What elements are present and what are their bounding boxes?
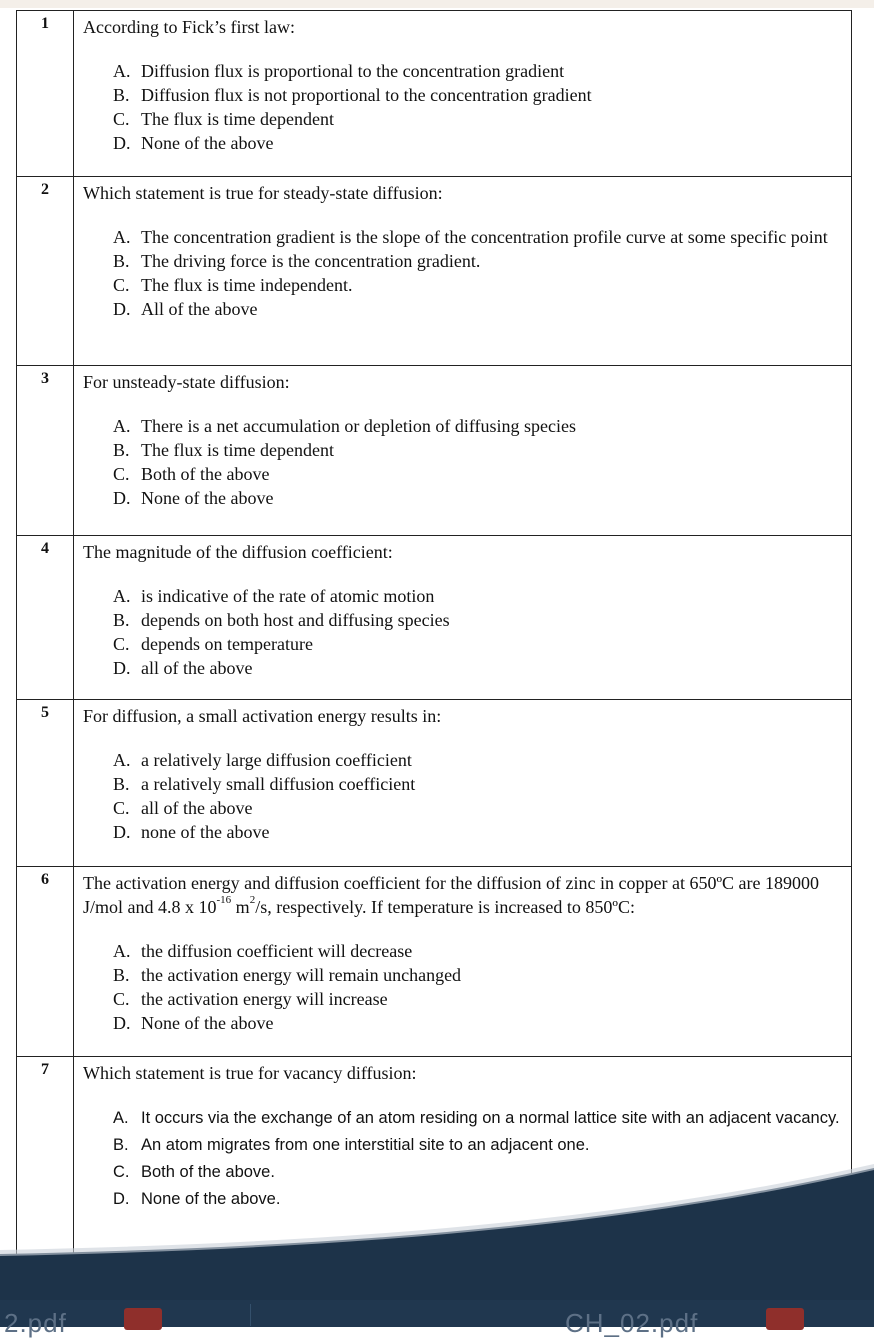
option-b: B. An atom migrates from one interstitial site to an adjacent one. [113, 1136, 590, 1154]
question-row [17, 11, 852, 177]
question-number-cell [17, 11, 74, 177]
question-cell [74, 11, 852, 177]
option-d: D. None of the above [113, 1013, 274, 1033]
question-row [17, 177, 852, 366]
question-text: For unsteady-state diffusion: [83, 372, 290, 392]
quiz-table [16, 10, 852, 1257]
option-d: D. All of the above [113, 299, 258, 319]
option-b: B. The flux is time dependent [113, 440, 334, 460]
question-number-cell [17, 700, 74, 867]
question-cell [74, 536, 852, 700]
question-row [17, 867, 852, 1057]
tab-strip [0, 1300, 874, 1338]
tab-file-right[interactable]: CH_02.pdf [565, 1308, 699, 1338]
option-a: A. The concentration gradient is the slope of the concentration profile curve at some specific point [113, 227, 828, 247]
question-text: Which statement is true for steady-state diffusion: [83, 183, 443, 203]
option-c: C. The flux is time dependent [113, 109, 334, 129]
option-b: B. Diffusion flux is not proportional to the concentration gradient [113, 85, 592, 105]
options-list [83, 414, 845, 510]
question-cell [74, 700, 852, 867]
option-b: B. a relatively small diffusion coefficient [113, 774, 416, 794]
question-number: 2 [41, 181, 49, 198]
question-cell [74, 366, 852, 536]
options-list [83, 748, 845, 844]
question-number: 5 [41, 704, 49, 721]
question-cell [74, 177, 852, 366]
option-c: C. The flux is time independent. [113, 275, 353, 295]
question-text: According to Fick’s first law: [83, 17, 295, 37]
question-number-cell [17, 867, 74, 1057]
option-d: D. None of the above [113, 488, 274, 508]
question-row [17, 366, 852, 536]
option-a: A. It occurs via the exchange of an atom residing on a normal lattice site with an adjacent vacancy. [113, 1109, 840, 1127]
option-d: D. none of the above [113, 822, 270, 842]
question-number: 4 [41, 540, 49, 557]
option-c: C. Both of the above. [113, 1163, 275, 1181]
option-a: A. a relatively large diffusion coefficient [113, 750, 412, 770]
option-b: B. depends on both host and diffusing species [113, 610, 450, 630]
options-list [83, 939, 845, 1035]
question-text: The activation energy and diffusion coefficient for the diffusion of zinc in copper at 650ºC are 189000 J/mol and 4.8 x $10^{-16}$ $m^2/s$, respectively. If temperature is increased to 850ºC: [83, 873, 820, 917]
option-a: A. Diffusion flux is proportional to the concentration gradient [113, 61, 565, 81]
options-list [83, 225, 845, 321]
option-d: D. None of the above [113, 133, 274, 153]
option-a: A. is indicative of the rate of atomic motion [113, 586, 435, 606]
question-row [17, 700, 852, 867]
option-c: C. depends on temperature [113, 634, 313, 654]
question-number: 7 [41, 1061, 49, 1078]
option-d: D. None of the above. [113, 1190, 281, 1208]
question-number: 1 [41, 15, 49, 32]
question-text: The magnitude of the diffusion coefficient: [83, 542, 393, 562]
top-edge-bar [0, 0, 874, 8]
option-c: C. the activation energy will increase [113, 989, 388, 1009]
options-list [83, 584, 845, 680]
option-d: D. all of the above [113, 658, 253, 678]
option-b: B. the activation energy will remain unchanged [113, 965, 462, 985]
option-c: C. all of the above [113, 798, 253, 818]
tab-file-left[interactable]: 2.pdf [4, 1308, 67, 1338]
option-c: C. Both of the above [113, 464, 270, 484]
tab-divider [250, 1304, 251, 1326]
question-row [17, 536, 852, 700]
question-cell [74, 867, 852, 1057]
question-number-cell [17, 536, 74, 700]
question-number: 6 [41, 871, 49, 888]
question-text: Which statement is true for vacancy diffusion: [83, 1063, 417, 1083]
options-list [83, 59, 845, 155]
question-number: 3 [41, 370, 49, 387]
option-a: A. There is a net accumulation or depletion of diffusing species [113, 416, 577, 436]
question-number-cell [17, 366, 74, 536]
question-number-cell [17, 177, 74, 366]
question-text: For diffusion, a small activation energy results in: [83, 706, 442, 726]
option-b: B. The driving force is the concentration gradient. [113, 251, 481, 271]
option-a: A. the diffusion coefficient will decrease [113, 941, 413, 961]
